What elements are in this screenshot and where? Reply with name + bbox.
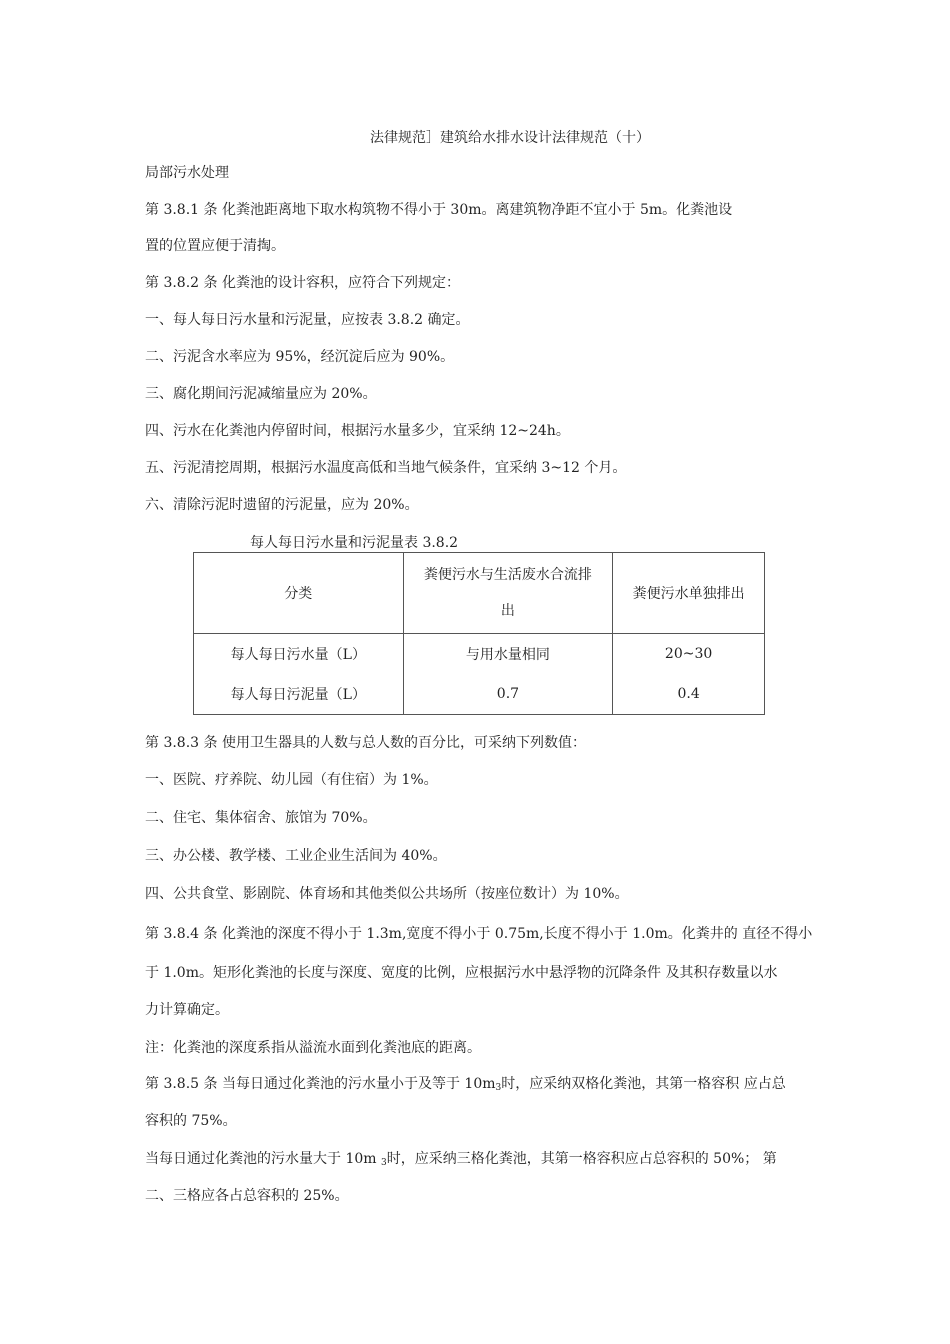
page-title: 法律规范］建筑给水排水设计法律规范（十） (370, 130, 650, 146)
table-header-row (194, 553, 765, 634)
header-cell-separate: 粪便污水单独排出 (613, 553, 765, 634)
superscript-cubic: 3 (381, 1158, 387, 1168)
table-caption: 每人每日污水量和污泥量表 3.8.2 (250, 535, 459, 551)
section-heading: 局部污水处理 (145, 165, 229, 181)
superscript-cubic: 3 (495, 1083, 502, 1093)
header-cell-combined (403, 553, 613, 634)
list-item: 三、办公楼、教学楼、工业企业生活间为 40%。 (145, 848, 447, 864)
list-item: 三、腐化期间污泥减缩量应为 20%。 (145, 386, 377, 402)
header-combined-line1: 粪便污水与生活废水合流排 (423, 567, 592, 583)
text-run: 时，应采纳双格化粪池，其第一格容积 应占总 (501, 1076, 786, 1092)
paragraph-line: 力计算确定。 (145, 1002, 229, 1018)
paragraph-line: 第 3.8.4 条 化粪池的深度不得小于 1.3m,宽度不得小于 0.75m,长度不得小于 1.0m。化粪井的 直径不得小 (145, 926, 813, 942)
text-run: 当每日通过化粪池的污水量大于 10m (145, 1151, 381, 1167)
list-item: 四、污水在化粪池内停留时间，根据污水量多少，宜采纳 12~24h。 (145, 423, 570, 439)
list-item: 一、每人每日污水量和污泥量，应按表 3.8.2 确定。 (145, 312, 470, 328)
list-item: 二、住宅、集体宿舍、旅馆为 70%。 (145, 810, 377, 826)
text-run: 第 3.8.5 条 当每日通过化粪池的污水量小于及等于 10m (145, 1076, 496, 1092)
paragraph-line: 第 3.8.2 条 化粪池的设计容积，应符合下列规定： (145, 275, 460, 291)
paragraph-line: 第 3.8.1 条 化粪池距离地下取水构筑物不得小于 30m。离建筑物净距不宜小于 5m。化粪池设 (145, 202, 733, 218)
note-line: 注：化粪池的深度系指从溢流水面到化粪池底的距离。 (145, 1040, 481, 1056)
list-item: 一、医院、疗养院、幼儿园（有住宿）为 1%。 (145, 772, 438, 788)
table-cell: 每人每日污泥量（L） (194, 674, 404, 715)
list-item: 五、污泥清挖周期，根据污水温度高低和当地气候条件，宜采纳 3~12 个月。 (145, 460, 627, 476)
paragraph-line (145, 1149, 777, 1171)
paragraph-line: 容积的 75%。 (145, 1113, 237, 1129)
paragraph-line: 置的位置应便于清掏。 (145, 238, 285, 254)
text-run: 时，应采纳三格化粪池，其第一格容积应占总容积的 50%； 第 (386, 1151, 777, 1167)
list-item: 六、清除污泥时遗留的污泥量，应为 20%。 (145, 497, 419, 513)
paragraph-line: 二、三格应各占总容积的 25%。 (145, 1188, 349, 1204)
table-cell: 每人每日污水量（L） (194, 634, 404, 675)
table-cell: 20~30 (613, 634, 765, 675)
list-item: 四、公共食堂、影剧院、体育场和其他类似公共场所（按座位数计）为 10%。 (145, 886, 629, 902)
paragraph-line: 第 3.8.3 条 使用卫生器具的人数与总人数的百分比，可采纳下列数值： (145, 735, 586, 751)
table-cell: 0.4 (613, 674, 765, 715)
paragraph-line (145, 1074, 786, 1096)
table-cell: 与用水量相同 (403, 634, 613, 675)
table-row (194, 634, 765, 675)
header-combined-line2: 出 (500, 603, 515, 619)
list-item: 二、污泥含水率应为 95%，经沉淀后应为 90%。 (145, 349, 455, 365)
table-row (194, 674, 765, 715)
sewage-volume-table (193, 552, 765, 715)
header-cell-category: 分类 (194, 553, 404, 634)
table-cell: 0.7 (403, 674, 613, 715)
paragraph-line: 于 1.0m。矩形化粪池的长度与深度、宽度的比例，应根据污水中悬浮物的沉降条件 及其积存数量以水 (145, 965, 778, 981)
